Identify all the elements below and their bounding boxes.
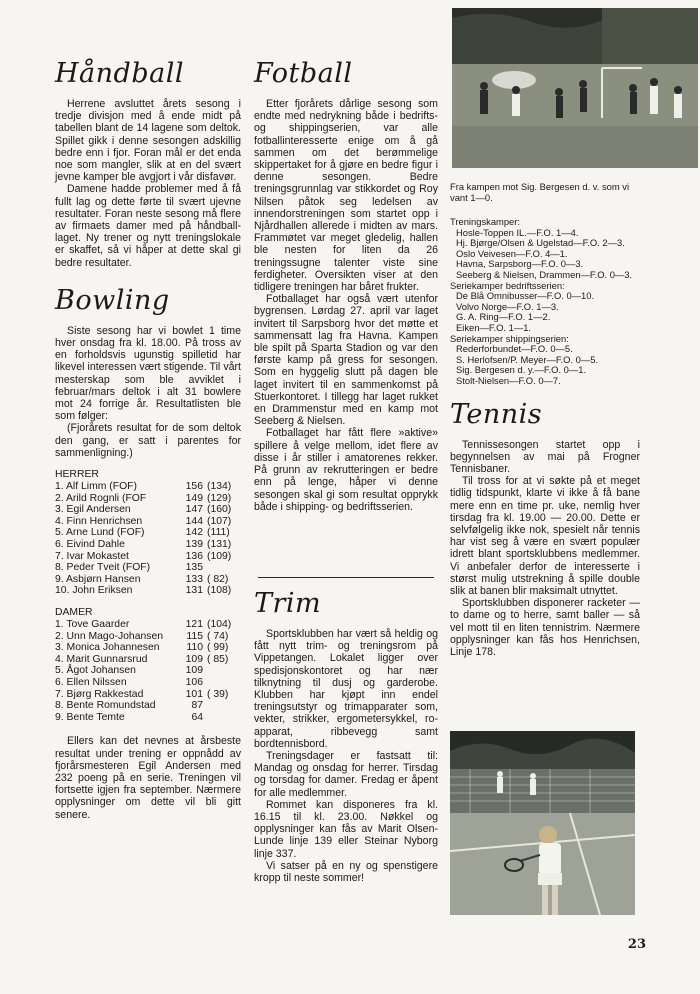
result-prev: ( 99) — [207, 642, 229, 654]
result-row — [55, 689, 241, 701]
result-score: 136 — [185, 550, 203, 562]
haandball-paragraph-2: Damene hadde problemer med å få fullt lag og dette førte til svært ujevne resultater. Foran neste sesong må flere av firmaets damer med på håndball-laget. Ny trener og nytt treningslokale er skaffet, så vi håper at dette skal gi bedre resultater. — [55, 183, 241, 269]
result-name: 2. Arild Rognli (FOF — [55, 492, 147, 504]
result-score: 131 — [185, 585, 203, 597]
herrer-heading: HERRER — [55, 469, 99, 481]
tennis-paragraph-3: Sportsklubben disponerer racketer — to dame og to herre, samt baller — så vel mott til en liten tennistrim. Nærmere opplysninger kan fås hos Henrichsen, Linje 178. — [450, 597, 640, 658]
result-prev — [203, 712, 241, 724]
result-score: 109 — [185, 653, 203, 665]
result-score: 87 — [191, 700, 203, 712]
result-prev: (107) — [207, 515, 232, 527]
fotball-paragraph-1: Etter fjorårets dårlige sesong som endte med nedrykning både i bedrifts- og shippingserien, var alle fotballinteresserte enige om å gå sammen om det berømmelige skippertaket for å gjøre en bedre figur i denne sesongen. Bedre treningsgrunnlag var stikkordet og Roy Nilsen påtok seg ledelsen av innendorstreningen som startet opp i Njårdhallen allerede i midten av mars. Frammøtet var meget gledelig, hallen ble nesten for liten da 26 treningssugne talenter viste sine ferdigheter. Oversikten viser at den tidligere treningen har båret frukter. — [254, 98, 438, 294]
photo-caption: Fra kampen mot Sig. Bergesen d. v. som vi vant 1—0. — [450, 181, 630, 203]
match-result-item: S. Herlofsen/P. Meyer—F.O. 0—5. — [456, 353, 599, 365]
match-result-item: G. A. Ring—F.O. 1—2. — [456, 311, 551, 323]
section-divider — [258, 577, 434, 578]
tennis-player-photo — [450, 731, 635, 915]
result-prev — [203, 677, 241, 689]
bowling-paragraph-1: Siste sesong har vi bowlet 1 time hver onsdag fra kl. 18.00. På tross av en forholdsvis ugunstig spilletid har likevel interessen vært stigende. Til vårt mesterskap som ble avviklet i februar/mars deltok i alt 31 bowlere mot 24 forrige år. Resultatlisten ble som følger: — [55, 324, 241, 423]
match-result-item: Hj. Bjørge/Olsen & Ugelstad—F.O. 2—3. — [456, 237, 625, 249]
result-score: 156 — [185, 481, 203, 493]
result-name: 5. Ågot Johansen — [55, 665, 136, 677]
result-name: 4. Finn Henrichsen — [55, 515, 143, 527]
tennis-heading: Tennis — [450, 398, 543, 430]
page-number: 23 — [627, 937, 646, 952]
trim-paragraph-2: Treningsdager er fastsatt til: Mandag og onsdag for herrer. Tirsdag og torsdag for damer. Fredag er åpent for alle medlemmer. — [254, 750, 438, 799]
middle-column — [254, 58, 438, 513]
result-name: 5. Arne Lund (FOF) — [55, 527, 145, 539]
result-prev — [203, 665, 241, 677]
damer-results-table — [55, 619, 241, 723]
football-match-photo — [452, 8, 698, 168]
tennis-paragraph-2: Til tross for at vi søkte på et meget tidlig tidspunkt, klarte vi ikke å få bane mere enn en time pr. uke, nemlig hver tirsdag fra kl. 19.00 — 20.00. Dette er selvfølgelig ikke nok, spesielt når tennis har vist seg å være en svært populær idrett blant sportsklubbens medlemmer. Vi anbefaler derfor de interesserte i størst mulig utstrekning å spille double slik at banen blir maksimalt utnyttet. — [450, 475, 640, 597]
result-row — [55, 539, 241, 551]
result-name: 8. Peder Tveit (FOF) — [55, 562, 151, 574]
result-row — [55, 516, 241, 528]
result-name: 3. Egil Andersen — [55, 504, 131, 516]
result-score: 133 — [185, 573, 203, 585]
haandball-paragraph-1: Herrene avsluttet årets sesong i tredje divisjon med å ende midt på tabellen blant de 14 lagene som deltok. Spillet gikk i denne sesongen adskillig bedre enn i fjor. Foran mål er det enda noe som mangler, slik at en del svært jevne kamper ble avgjort i vår disfavør. — [55, 98, 241, 184]
match-result-item: Volvo Norge—F.O. 1—3. — [456, 300, 559, 312]
result-score: 110 — [186, 642, 203, 654]
match-result-item: De Blå Omnibusser—F.O. 0—10. — [456, 290, 595, 302]
result-name: 4. Marit Gunnarsrud — [55, 653, 148, 665]
result-name: 9. Bente Temte — [55, 711, 125, 723]
herrer-results-table — [55, 481, 241, 597]
result-row — [55, 700, 241, 712]
haandball-heading: Håndball — [55, 58, 184, 89]
result-prev: ( 85) — [207, 653, 229, 665]
result-row — [55, 677, 241, 689]
result-score: 144 — [185, 515, 203, 527]
result-prev: (108) — [207, 585, 232, 597]
result-row — [55, 562, 241, 574]
damer-heading: DAMER — [55, 607, 93, 619]
match-result-item: Stolt-Nielsen—F.O. 0—7. — [456, 374, 561, 386]
match-result-item: Rederforbundet—F.O. 0—5. — [456, 343, 573, 355]
result-prev: (131) — [207, 539, 232, 551]
result-prev: ( 74) — [207, 630, 229, 642]
fotball-heading: Fotball — [254, 58, 353, 89]
result-prev: (104) — [207, 619, 232, 631]
match-result-item: Havna, Sarpsborg—F.O. 0—3. — [456, 258, 584, 270]
trim-section — [254, 588, 438, 884]
result-name: 7. Bjørg Rakkestad — [55, 688, 144, 700]
result-row — [55, 481, 241, 493]
result-row — [55, 642, 241, 654]
result-score: 64 — [191, 711, 203, 723]
result-name: 1. Tove Gaarder — [55, 619, 130, 631]
result-score: 109 — [185, 665, 203, 677]
match-result-item: Oslo Veivesen—F.O. 4—1. — [456, 247, 568, 259]
result-row — [55, 665, 241, 677]
result-name: 8. Bente Romundstad — [55, 700, 156, 712]
result-prev: (129) — [207, 492, 232, 504]
result-prev: (111) — [207, 527, 230, 539]
result-prev: (134) — [207, 481, 232, 493]
trim-paragraph-1: Sportsklubben har vært så heldig og fått nytt trim- og treningsrom på Vippetangen. Lokalet ligger over spedisjonskontoret og har nær tilknytning til dusj og garderobe. Klubben har kjøpt inn endel treningsutstyr og trimapparater som, vekter, strikker, ergometersykkel, ro-apparat, ribbevegg samt bordtennisbord. — [254, 628, 438, 750]
result-row — [55, 712, 241, 724]
result-score: 142 — [185, 527, 203, 539]
result-prev — [203, 700, 241, 712]
result-prev: (160) — [207, 504, 232, 516]
fotball-paragraph-3: Fotballaget har fått flere »aktive» spillere å velge mellom, idet flere av disse i år stiller i amatorenes rekker. På grunn av rekrutteringen er bedre enn på lenge, håper vi denne sesongen skal gi som resultat opprykk både i shipping- og bedriftsserien. — [254, 427, 438, 513]
result-name: 3. Monica Johannesen — [55, 642, 160, 654]
match-result-item: Hosle-Toppen IL.—F.O. 1—4. — [456, 226, 579, 238]
result-prev: ( 39) — [207, 688, 229, 700]
result-row — [55, 527, 241, 539]
shipping-league-heading: Seriekamper shippingserien: — [450, 332, 569, 344]
match-result-item: Seeberg & Nielsen, Drammen—F.O. 0—3. — [456, 268, 633, 280]
result-score: 121 — [185, 619, 203, 631]
match-result-item: Eiken—F.O. 1—1. — [456, 321, 532, 333]
fotball-paragraph-2: Fotballaget har også vært utenfor bygrensen. Lørdag 27. april var laget invitert til Sarpsborg hvor det møtte et sammensatt lag fra Havna. Kampen ble spilt på Sparta Stadion og var den første kamp på gress for sesongen. Som en hyggelig slutt på dagen ble laget invitert til en sammenkomst på Stuerkontoret. I tillegg har laget rukket en Drammenstur med en kamp mot Seeberg & Nielsen. — [254, 293, 438, 428]
result-score: 115 — [186, 630, 203, 642]
result-score: 135 — [185, 562, 203, 574]
trim-paragraph-3: Rommet kan disponeres fra kl. 16.15 til kl. 23.00. Nøkkel og opplysninger kan fås av Marit Olsen-Lunde linje 139 eller Steinar Nyborg linje 337. — [254, 798, 438, 860]
result-name: 6. Ellen Nilssen — [55, 676, 127, 688]
result-row — [55, 551, 241, 563]
result-name: 7. Ivar Mokastet — [55, 550, 129, 562]
company-league-heading: Seriekamper bedriftsserien: — [450, 279, 565, 291]
result-prev — [203, 562, 241, 574]
training-matches-heading: Treningskamper: — [450, 216, 520, 227]
matches-list — [450, 217, 640, 387]
result-score: 101 — [185, 688, 203, 700]
result-prev: ( 82) — [207, 573, 229, 585]
result-score: 147 — [185, 504, 203, 516]
result-score: 106 — [185, 676, 203, 688]
trim-heading: Trim — [254, 588, 322, 619]
result-name: 1. Alf Limm (FOF) — [55, 481, 137, 493]
result-name: 10. John Eriksen — [55, 585, 133, 597]
result-row — [55, 574, 241, 586]
bowling-paragraph-3: Ellers kan det nevnes at årsbeste resultat under trening er oppnådd av fjorårsmesteren Egil Andersen med 232 poeng på en serie. Treningen vil fortsette igjen fra september. Nærmere opplysninger om dette vil bli gitt senere. — [55, 735, 241, 821]
result-name: 2. Unn Mago-Johansen — [55, 630, 164, 642]
trim-paragraph-4: Vi satser på en ny og spenstigere kropp til neste sommer! — [254, 859, 438, 885]
result-score: 139 — [185, 539, 203, 551]
result-row — [55, 504, 241, 516]
result-name: 9. Asbjørn Hansen — [55, 573, 141, 585]
tennis-paragraph-1: Tennissesongen startet opp i begynnelsen av mai på Frogner Tennisbaner. — [450, 438, 640, 475]
right-column — [450, 175, 640, 658]
result-row — [55, 654, 241, 666]
bowling-heading: Bowling — [55, 284, 170, 316]
result-prev: (109) — [207, 550, 232, 562]
result-row — [55, 585, 241, 597]
result-name: 6. Eivind Dahle — [55, 539, 125, 551]
result-row — [55, 493, 241, 505]
result-row — [55, 619, 241, 631]
bowling-paragraph-2: (Fjorårets resultat for de som deltok den gang, er satt i parentes for sammenligning.) — [55, 422, 241, 459]
result-row — [55, 631, 241, 643]
left-column — [55, 58, 241, 821]
match-result-item: Sig. Bergesen d. y.—F.O. 0—1. — [456, 364, 587, 376]
result-score: 149 — [185, 492, 203, 504]
